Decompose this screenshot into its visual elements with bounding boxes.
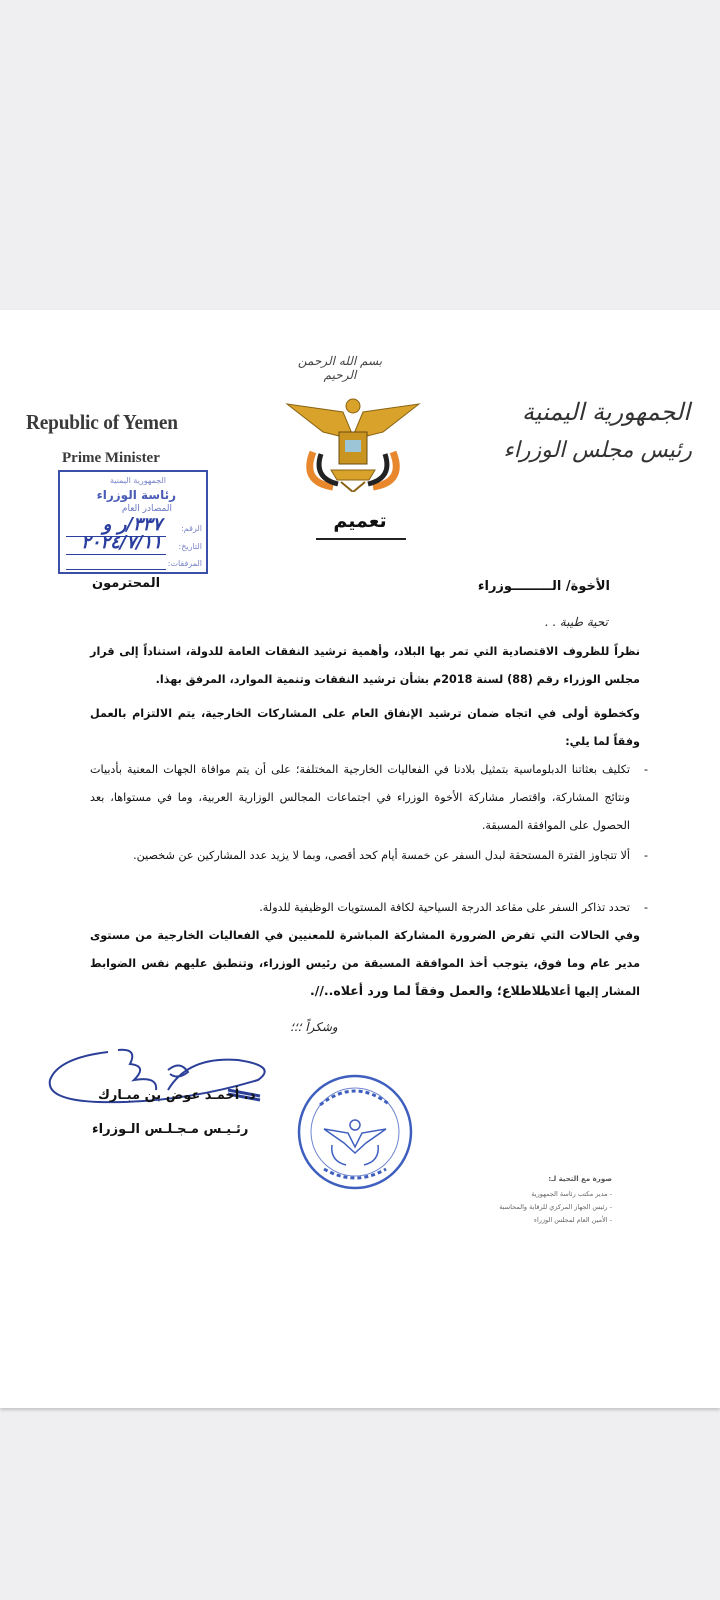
addressee: الأخوة/ الـــــــــوزراء <box>477 579 610 594</box>
bullet-dash: - <box>643 901 648 914</box>
bullet-3 <box>90 894 648 922</box>
bullet-dash: - <box>643 849 648 862</box>
republic-ar: الجمهورية اليمنية <box>521 398 690 426</box>
stamp-date-label: التاريخ: <box>178 542 202 551</box>
honorific: المحترمون <box>92 576 161 591</box>
basmala: بسم الله الرحمن الرحيم <box>297 354 383 382</box>
bullet-text: تحدد تذاكر السفر على مقاعد الدرجة السياحية لكافة المستويات الوظيفية للدولة. <box>259 901 630 914</box>
stamp-rule <box>66 554 166 555</box>
document-page <box>0 310 720 1408</box>
official-seal-icon <box>296 1073 414 1191</box>
stamp-rule <box>66 569 166 570</box>
bullet-text: ألا تتجاوز الفترة المستحقة لبدل السفر عن خمسة أيام كحد أقصى، وبما لا يزيد عدد المشاركين عن شخصين. <box>133 849 630 862</box>
greeting: تحية طيبة . . <box>544 615 608 629</box>
paragraph-1: نظراً للظروف الاقتصادية التي تمر بها البلاد، وأهمية ترشيد النفقات العامة للدولة، استناداً إلى قرار مجلس الوزراء رقم (88) لسنة 2018م بشأن ترشيد النفقات وتنمية الموارد، المرفق بهذا. <box>90 645 640 686</box>
coat-of-arms-icon <box>283 392 423 492</box>
title-underline <box>316 538 406 540</box>
thanks: وشكراً ؛؛؛ <box>290 1020 338 1034</box>
stamp-line-1: الجمهورية اليمنية <box>109 476 166 485</box>
cc-item: - رئيس الجهاز المركزي للرقابة والمحاسبة <box>499 1203 612 1211</box>
cc-item: - الأمين العام لمجلس الوزراء <box>533 1216 612 1224</box>
bullet-2 <box>90 842 648 870</box>
bullet-text: تكليف بعثاتنا الدبلوماسية بتمثيل بلادنا في الفعاليات الخارجية المختلفة؛ على أن يتم موافاة الجهات المعنية بأدبيات ونتائج المشاركة، واقتصار مشاركة الأخوة الوزراء في اجتماعات المجالس الوزارية العربية، وما في مستواها، بعد الحصول على الموافقة المسبقة. <box>90 763 630 832</box>
signatory-name: د. أحمـد عوض بن مبـارك <box>98 1088 256 1103</box>
republic-en: Republic of Yemen <box>26 410 178 434</box>
office-ar: رئيس مجلس الوزراء <box>503 438 692 463</box>
stamp-number-label: الرقم: <box>181 524 202 533</box>
document-title: تعميم <box>333 510 387 532</box>
stamp-number-value: ٣٣٧/ر و <box>102 514 162 535</box>
signatory-title: رئـيـس مـجـلـس الـوزراء <box>92 1122 249 1137</box>
stamp-date-value: ٢٠٢٤/٧/١١ <box>81 532 162 553</box>
stamp-line-3: المصادر العام <box>121 504 172 514</box>
cc-title: صورة مع التحية لـ: <box>548 1175 612 1183</box>
bullet-1 <box>90 756 648 840</box>
closing-paragraph: وفي الحالات التي تفرض الضرورة المشاركة المباشرة للمعنيين في الفعاليات الخارجية من مستوى مدير عام وما فوق، يتوجب أخذ الموافقة المسبقة من رئيس الوزراء، وتنطبق عليهم نفس الضوابط المشار إليها أعلاه. <box>90 929 640 998</box>
stamp-line-2: رئاسة الوزراء <box>96 488 176 502</box>
signature-icon <box>38 1030 278 1120</box>
paragraph-2: وكخطوة أولى في اتجاه ضمان ترشيد الإنفاق العام على المشاركات الخارجية، يتم الالتزام بالعمل وفقاً لما يلي: <box>90 707 640 748</box>
sign-off: للاطلاع؛ والعمل وفقاً لما ورد أعلاه..//. <box>310 983 546 998</box>
cc-item: - مدير مكتب رئاسة الجمهورية <box>531 1190 612 1198</box>
bullet-dash: - <box>643 763 648 776</box>
registry-stamp <box>58 470 208 574</box>
stamp-attachments-label: المرفقات: <box>167 559 202 568</box>
office-en: Prime Minister <box>62 450 160 466</box>
